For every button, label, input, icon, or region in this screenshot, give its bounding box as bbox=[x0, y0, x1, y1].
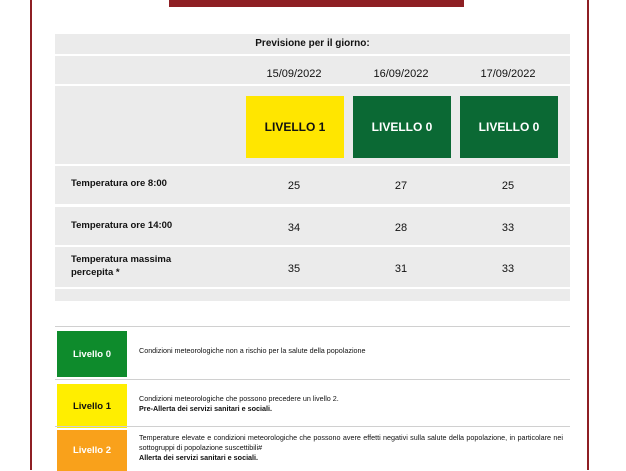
legend-description: Condizioni meteorologiche che possono precedere un livello 2. bbox=[139, 394, 339, 403]
legend-row-level-1 bbox=[55, 379, 570, 428]
row-label-temp-14: Temperatura ore 14:00 bbox=[71, 220, 173, 231]
page-border-right bbox=[587, 0, 589, 470]
legend-text-level-0 bbox=[139, 346, 563, 356]
legend-badge-level-1: Livello 1 bbox=[57, 384, 127, 428]
legend-text-level-2 bbox=[139, 433, 563, 463]
forecast-title: Previsione per il giorno: bbox=[255, 38, 370, 49]
legend-badge-level-0: Livello 0 bbox=[57, 331, 127, 377]
legend-text-level-1 bbox=[139, 394, 563, 414]
header-banner bbox=[169, 0, 464, 7]
value-temp-8-day-1: 25 bbox=[287, 180, 301, 192]
forecast-header-row bbox=[55, 34, 570, 54]
value-temp-8-day-2: 27 bbox=[394, 180, 408, 192]
date-day-2: 16/09/2022 bbox=[373, 68, 429, 80]
row-label-temp-8: Temperatura ore 8:00 bbox=[71, 178, 167, 189]
legend-row-level-2 bbox=[55, 426, 570, 471]
levels-row bbox=[55, 86, 570, 164]
value-temp-max-day-1: 35 bbox=[287, 263, 301, 275]
dates-row bbox=[55, 56, 570, 84]
value-temp-14-day-3: 33 bbox=[501, 222, 515, 234]
level-badge-day-1: LIVELLO 1 bbox=[246, 96, 344, 158]
date-day-3: 17/09/2022 bbox=[480, 68, 536, 80]
value-temp-14-day-2: 28 bbox=[394, 222, 408, 234]
table-row bbox=[55, 247, 570, 287]
table-footer-row bbox=[55, 289, 570, 301]
date-day-1: 15/09/2022 bbox=[266, 68, 322, 80]
legend-row-level-0 bbox=[55, 326, 570, 379]
table-row bbox=[55, 166, 570, 204]
level-badge-day-3: LIVELLO 0 bbox=[460, 96, 558, 158]
level-badge-day-2: LIVELLO 0 bbox=[353, 96, 451, 158]
legend-badge-level-2: Livello 2 bbox=[57, 430, 127, 471]
legend-note: Pre-Allerta dei servizi sanitari e sociali. bbox=[139, 404, 273, 413]
legend-description: Condizioni meteorologiche non a rischio per la salute della popolazione bbox=[139, 346, 366, 355]
page-border-left bbox=[30, 0, 32, 470]
value-temp-14-day-1: 34 bbox=[287, 222, 301, 234]
legend-note: Allerta dei servizi sanitari e sociali. bbox=[139, 453, 259, 462]
row-label-temp-max: Temperatura massima percepita * bbox=[71, 254, 172, 278]
legend-description: Temperature elevate e condizioni meteorologiche che possono avere effetti negativi sulla salute della popolazione, in particolare nei sottogruppi di popolazione suscettibili# bbox=[139, 433, 563, 452]
value-temp-max-day-2: 31 bbox=[394, 263, 408, 275]
value-temp-8-day-3: 25 bbox=[501, 180, 515, 192]
table-row bbox=[55, 207, 570, 245]
value-temp-max-day-3: 33 bbox=[501, 263, 515, 275]
